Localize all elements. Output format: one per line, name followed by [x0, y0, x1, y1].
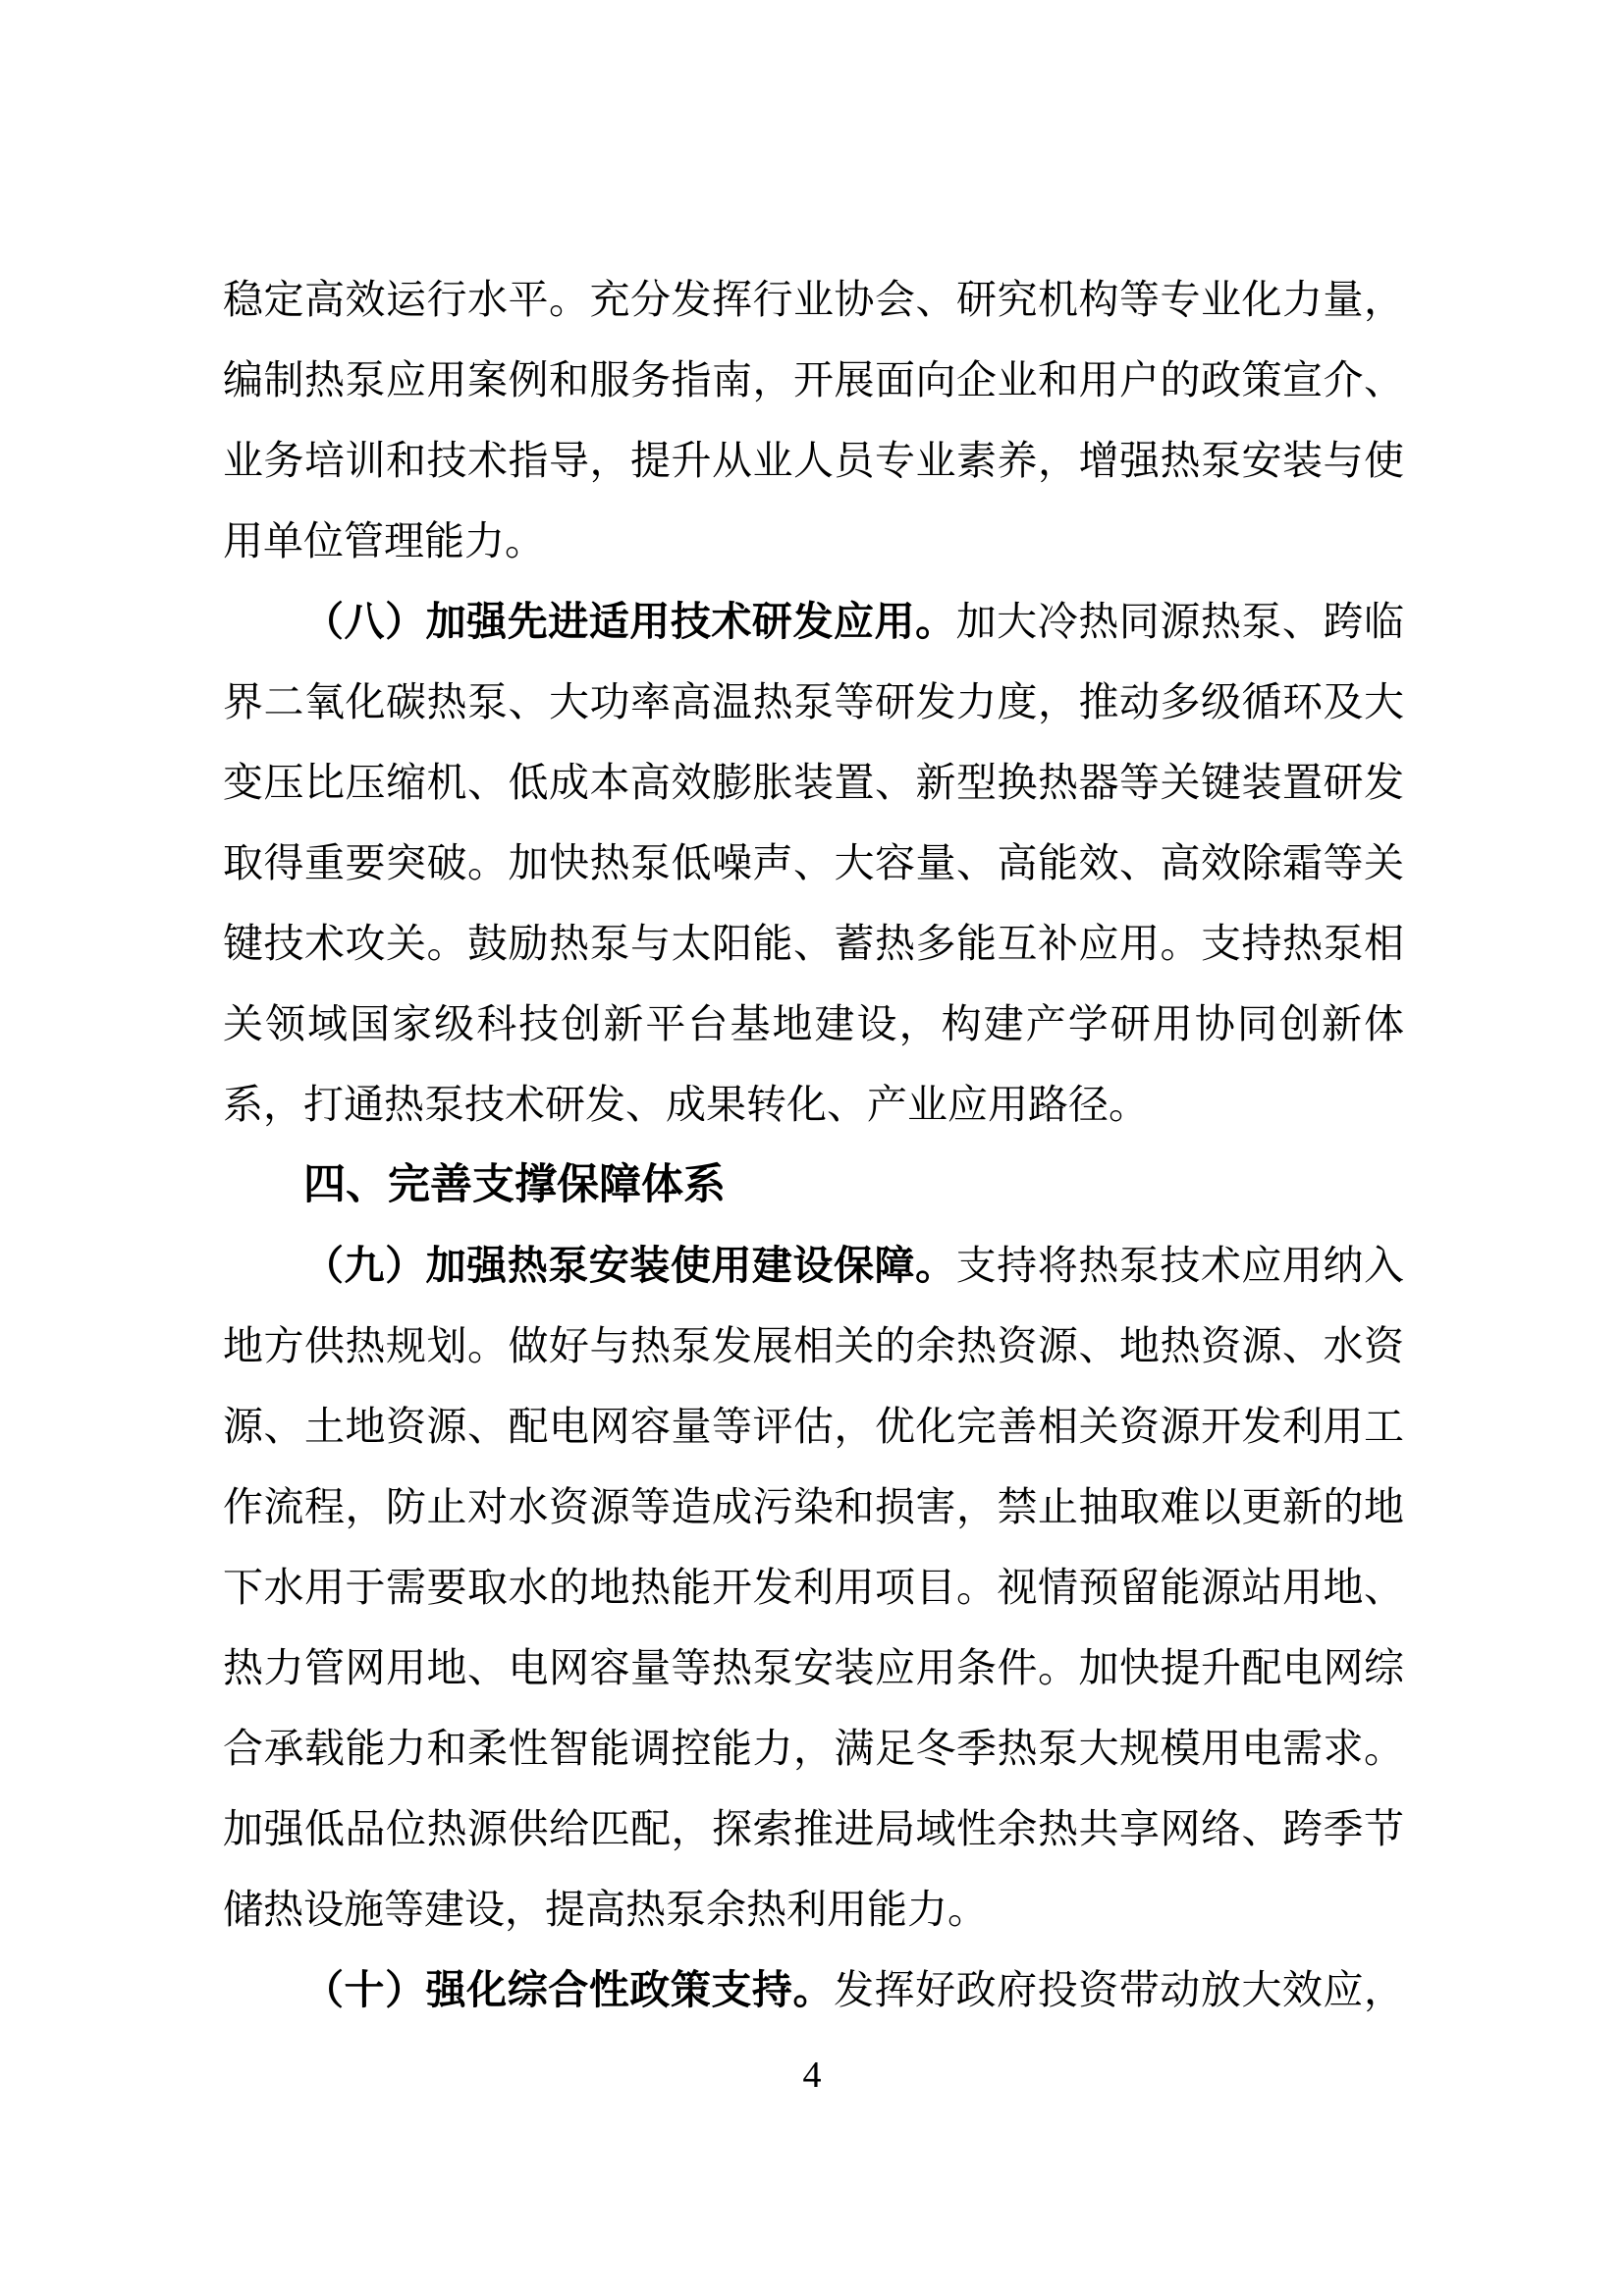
text-line: 地方供热规划。做好与热泵发展相关的余热资源、地热资源、水资 [223, 1323, 1404, 1368]
text-line: 取得重要突破。加快热泵低噪声、大容量、高能效、高效除霜等关 [223, 840, 1404, 885]
paragraph-lead: （八）加强先进适用技术研发应用。 [303, 599, 956, 644]
text-line: 作流程，防止对水资源等造成污染和损害，禁止抽取难以更新的地 [223, 1484, 1404, 1529]
text-line: 储热设施等建设，提高热泵余热利用能力。 [223, 1887, 988, 1932]
paragraph-lead: （九）加强热泵安装使用建设保障。 [303, 1243, 956, 1288]
text-line: 源、土地资源、配电网容量等评估，优化完善相关资源开发利用工 [223, 1404, 1404, 1449]
text-line: 键技术攻关。鼓励热泵与太阳能、蓄热多能互补应用。支持热泵相 [223, 921, 1404, 966]
text-line: 编制热泵应用案例和服务指南，开展面向企业和用户的政策宣介、 [223, 357, 1404, 402]
section-heading: 四、完善支撑保障体系 [303, 1161, 726, 1208]
page-number: 4 [802, 2055, 822, 2096]
text-line: （九）加强热泵安装使用建设保障。支持将热泵技术应用纳入 [303, 1243, 1405, 1288]
paragraph-lead: （十）强化综合性政策支持。 [303, 1967, 834, 2012]
text-line: （八）加强先进适用技术研发应用。加大冷热同源热泵、跨临 [303, 599, 1405, 644]
text-line: （十）强化综合性政策支持。发挥好政府投资带动放大效应， [303, 1967, 1404, 2012]
text-line: 下水用于需要取水的地热能开发利用项目。视情预留能源站用地、 [223, 1565, 1404, 1610]
text-line: 系，打通热泵技术研发、成果转化、产业应用路径。 [223, 1082, 1149, 1127]
text-line: 热力管网用地、电网容量等热泵安装应用条件。加快提升配电网综 [223, 1645, 1404, 1690]
text-line: 关领域国家级科技创新平台基地建设，构建产学研用协同创新体 [223, 1001, 1404, 1046]
text-line: 变压比压缩机、低成本高效膨胀装置、新型换热器等关键装置研发 [223, 760, 1404, 805]
text-line: 界二氧化碳热泵、大功率高温热泵等研发力度，推动多级循环及大 [223, 679, 1404, 724]
text-line: 业务培训和技术指导，提升从业人员专业素养，增强热泵安装与使 [223, 438, 1404, 483]
text-line: 合承载能力和柔性智能调控能力，满足冬季热泵大规模用电需求。 [223, 1726, 1404, 1771]
text-line: 加强低品位热源供给匹配，探索推进局域性余热共享网络、跨季节 [223, 1806, 1404, 1851]
text-line: 稳定高效运行水平。充分发挥行业协会、研究机构等专业化力量， [223, 277, 1404, 322]
document-body [223, 259, 1404, 2030]
text-line: 用单位管理能力。 [223, 518, 545, 563]
